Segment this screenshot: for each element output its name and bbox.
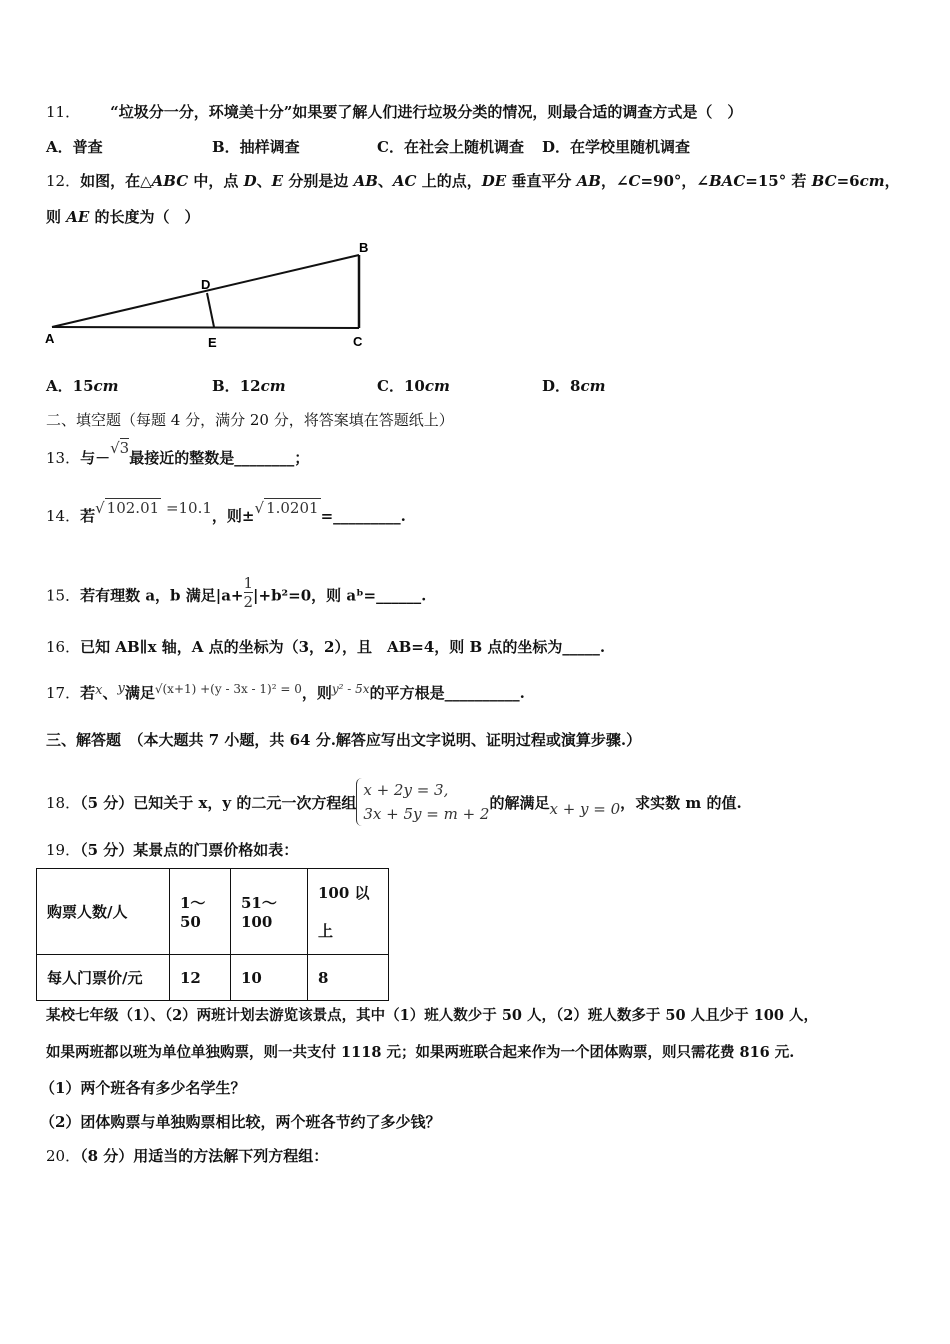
q17-number: 17． xyxy=(46,684,81,702)
label-b: B xyxy=(359,240,369,255)
q12-t20: =6 xyxy=(836,172,860,190)
q12-t19: BC xyxy=(811,172,837,190)
q12-t21: cm xyxy=(859,172,885,190)
q12-a-letter: A． xyxy=(46,377,73,395)
q12-t13: AB xyxy=(576,172,601,190)
q13-sqrt: √3 xyxy=(110,439,130,457)
q12-t12: 垂直平分 xyxy=(506,172,577,190)
table-cell: 每人门票价/元 xyxy=(37,955,170,1001)
q12-stem-line2 xyxy=(46,207,200,227)
q20-text: （8 分）用适当的方法解下列方程组： xyxy=(80,1147,329,1165)
q17-mid2: ，则 xyxy=(301,684,332,702)
q18-mid: 的解满足 xyxy=(489,794,550,812)
q12-c-value: 10 xyxy=(403,377,425,395)
q15-prefix: 若有理数 a，b 满足|a+ xyxy=(80,586,244,605)
q18-eq2: 3x + 5y = m + 2 xyxy=(363,805,490,823)
q19-sub1: （1）两个班各有多少名学生？ xyxy=(40,1079,246,1097)
q12-option-c xyxy=(377,376,450,396)
triangle-figure xyxy=(40,236,380,354)
q19-sub2: （2）团体购票与单独购票相比较，两个班各节约了多少钱？ xyxy=(40,1113,441,1131)
section-2-heading: 二、填空题（每题 4 分，满分 20 分，将答案填在答题纸上） xyxy=(46,411,454,429)
q17-var-y: y xyxy=(117,681,125,696)
q14-eq: =10.1 xyxy=(161,499,212,517)
q13-suffix: 最接近的整数是________； xyxy=(129,449,310,467)
q17-sep: 、 xyxy=(102,684,118,702)
table-cell: 1～50 xyxy=(170,869,231,955)
q19-para1: 某校七年级（1）、（2）两班计划去游览该景点，其中（1）班人数少于 50 人，（2）班人数多于 50 人且少于 100 人， xyxy=(46,1007,819,1024)
q18 xyxy=(46,780,742,828)
q15-fraction xyxy=(244,574,254,611)
q19-number: 19． xyxy=(46,841,81,859)
q11-number: 11． xyxy=(46,103,81,121)
q18-system xyxy=(356,778,489,826)
q17-var-x: x xyxy=(95,683,103,698)
q12-t6: 分别是边 xyxy=(283,172,354,190)
q19-stem xyxy=(46,840,298,860)
q12-c-letter: C． xyxy=(377,377,404,395)
q14-suffix: =_________. xyxy=(320,507,406,525)
table-row xyxy=(37,955,389,1001)
table-cell-line2: 上 xyxy=(318,921,334,940)
q12-t18: =15° 若 xyxy=(745,172,812,190)
q12-c-unit: cm xyxy=(424,377,450,395)
q12-l2-t1: AE xyxy=(66,208,90,226)
q17-expr2: y² - 5x xyxy=(331,682,370,696)
q18-suffix: ，求实数 m 的值. xyxy=(620,794,742,812)
q12-l2-t0: 则 xyxy=(46,208,67,226)
q19-para2: 如果两班都以班为单位单独购票，则一共支付 1118 元；如果两班联合起来作为一个团体购票，则只需花费 816 元. xyxy=(46,1044,795,1061)
q14-sqrt2: √ 1.0201 xyxy=(254,499,319,517)
q12-option-b xyxy=(212,376,286,396)
q12-t7: AB xyxy=(353,172,378,190)
q20 xyxy=(46,1146,328,1166)
q12-t15: C xyxy=(628,172,641,190)
q17 xyxy=(46,683,525,705)
table-row xyxy=(37,869,389,955)
table-cell: 51～100 xyxy=(231,869,308,955)
q12-d-letter: D． xyxy=(542,377,571,395)
section-3-heading: 三、解答题 （本大题共 7 小题，共 64 分.解答应写出文字说明、证明过程或演算步骤.） xyxy=(46,731,642,749)
q12-b-unit: cm xyxy=(260,377,286,395)
q12-t5: E xyxy=(271,172,284,190)
q16-number: 16． xyxy=(46,638,81,656)
q14-radicand2: 1.0201 xyxy=(266,499,319,517)
q12-t16: =90°，∠ xyxy=(640,172,709,190)
q12-b-value: 12 xyxy=(239,377,261,395)
q18-eq1: x + 2y = 3, xyxy=(363,781,449,799)
table-cell xyxy=(308,869,389,955)
q14-sqrt1: √ 102.01 =10.1 xyxy=(95,499,212,517)
table-cell: 8 xyxy=(308,955,389,1001)
ticket-price-table xyxy=(36,868,389,1001)
q12-d-value: 8 xyxy=(570,377,581,395)
q11-option-a: A．普查 xyxy=(46,138,103,156)
q14-radicand1: 102.01 xyxy=(106,499,160,517)
q12-t3: D xyxy=(243,172,257,190)
q14-number: 14． xyxy=(46,507,81,525)
q11-stem xyxy=(46,102,742,122)
q14-mid: ，则± xyxy=(211,507,255,525)
q18-condition: x + y = 0 xyxy=(549,800,621,818)
table-cell: 10 xyxy=(231,955,308,1001)
q17-mid: 满足 xyxy=(124,684,155,702)
segment-ac xyxy=(52,327,359,328)
q20-number: 20． xyxy=(46,1147,81,1165)
q12-a-unit: cm xyxy=(93,377,119,395)
q15-frac-den: 2 xyxy=(243,593,254,611)
segment-de xyxy=(207,293,214,327)
q15-number: 15． xyxy=(46,586,81,605)
q14 xyxy=(46,499,406,526)
q12-t1: ABC xyxy=(151,172,189,190)
q18-number: 18． xyxy=(46,794,81,812)
q17-expr: √(x+1) +(y - 3x - 1)² = 0 xyxy=(154,682,302,696)
q13-number: 13． xyxy=(46,449,81,467)
q13 xyxy=(46,439,310,468)
q12-t2: 中，点 xyxy=(188,172,244,190)
q12-number: 12． xyxy=(46,172,81,190)
q17-prefix: 若 xyxy=(80,684,96,702)
q16-text: 已知 AB∥x 轴，A 点的坐标为（3，2），且 AB=4，则 B 点的坐标为_____. xyxy=(80,638,606,656)
q12-a-value: 15 xyxy=(72,377,94,395)
q15-suffix: |+b²=0，则 aᵇ=______. xyxy=(253,586,427,605)
q18-prefix: （5 分）已知关于 x，y 的二元一次方程组 xyxy=(80,794,357,812)
label-c: C xyxy=(353,334,363,349)
label-d: D xyxy=(201,277,211,292)
q12-t22: ， xyxy=(884,172,900,190)
q11-option-b: B．抽样调查 xyxy=(212,138,300,156)
q16 xyxy=(46,637,605,657)
q11-text: “垃圾分一分，环境美十分”如果要了解人们进行垃圾分类的情况，则最合适的调查方式是（ ） xyxy=(110,103,743,121)
q13-radicand: 3 xyxy=(119,439,130,457)
label-a: A xyxy=(45,331,55,346)
q12-option-a xyxy=(46,376,119,396)
q15-frac-num: 1 xyxy=(243,574,254,592)
q12-t17: BAC xyxy=(709,172,746,190)
q12-t14: ，∠ xyxy=(600,172,629,190)
q12-option-d xyxy=(542,376,605,396)
q13-prefix: 与－ xyxy=(80,449,111,467)
q11-option-d: D．在学校里随机调查 xyxy=(542,138,691,156)
q14-prefix: 若 xyxy=(80,507,96,525)
q12-t4: 、 xyxy=(256,172,272,190)
q12-b-letter: B． xyxy=(212,377,240,395)
q12-t9: AC xyxy=(392,172,417,190)
q12-d-unit: cm xyxy=(580,377,606,395)
q19-text: （5 分）某景点的门票价格如表： xyxy=(80,841,299,859)
table-cell-line1: 100 以 xyxy=(318,883,370,902)
q12-t0: 如图，在△ xyxy=(80,172,152,190)
q11-option-c: C．在社会上随机调查 xyxy=(377,138,524,156)
q12-l2-t2: 的长度为（ ） xyxy=(89,208,200,226)
q12-t10: 上的点， xyxy=(416,172,482,190)
q15 xyxy=(46,574,427,615)
table-cell: 12 xyxy=(170,955,231,1001)
q12-stem xyxy=(46,171,900,191)
q12-t8: 、 xyxy=(377,172,393,190)
label-e: E xyxy=(208,335,217,350)
table-cell: 购票人数/人 xyxy=(37,869,170,955)
q17-suffix: 的平方根是__________. xyxy=(369,684,525,702)
q12-t11: DE xyxy=(481,172,507,190)
